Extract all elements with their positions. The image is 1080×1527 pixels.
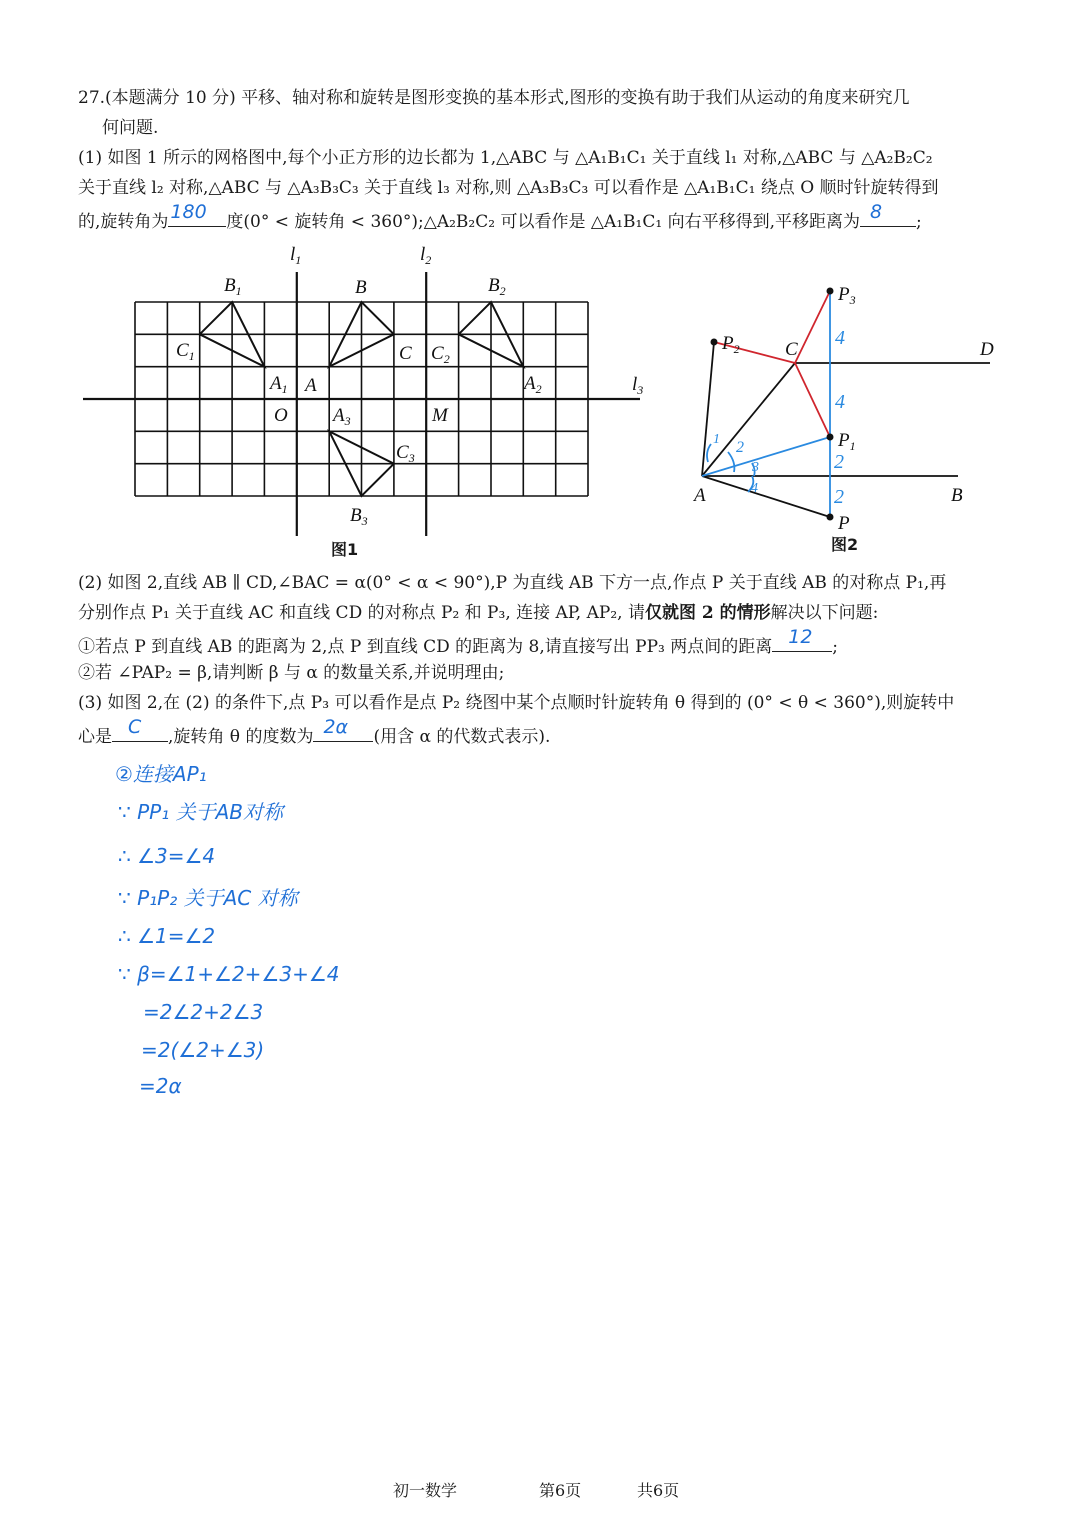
svg-text:C1: $C_1$ <box>176 340 195 363</box>
part3-text: (用含 α 的代数式表示). <box>373 727 551 747</box>
part3-text: 心是 <box>78 727 112 747</box>
solution-line: ∴ ∠3=∠4 <box>118 844 216 868</box>
svg-text:3: 3 <box>752 460 759 475</box>
solution-line: =2α <box>139 1074 182 1098</box>
handwritten-answer: 8 <box>869 201 883 223</box>
handwritten-answer: 180 <box>170 201 207 223</box>
figure1-caption: 图1 <box>331 540 359 559</box>
part1-text: △ABC 与 △A₁B₁C₁ 关于直线 l₁ 对称,△ABC 与 △A₂B₂C₂ <box>496 148 933 168</box>
line-ac <box>702 363 795 476</box>
svg-text:B1: $B_1$ <box>224 275 242 298</box>
svg-text:2: 2 <box>736 439 744 456</box>
handwritten-answer: 2α <box>323 716 349 738</box>
svg-text:4: 4 <box>835 391 845 413</box>
svg-text:A1: $A_1$ <box>270 373 288 396</box>
svg-text:B: B <box>951 485 963 506</box>
solution-line: =2∠2+2∠3 <box>143 1000 264 1024</box>
question-intro-line2: 何问题. <box>102 118 159 138</box>
segment-ap <box>702 476 830 517</box>
solution-line: ∵ β=∠1+∠2+∠3+∠4 <box>118 962 340 986</box>
geometry-diagram <box>0 0 1080 560</box>
svg-text:l2: $l_2$ <box>420 244 432 267</box>
footer-page: 第6页 <box>539 1481 582 1500</box>
svg-text:M: M <box>432 405 448 426</box>
part2-q1 <box>78 626 838 659</box>
svg-text:4: 4 <box>751 481 758 496</box>
svg-text:C2: $C_2$ <box>431 343 450 366</box>
svg-text:A: A <box>694 485 706 506</box>
footer-total: 共6页 <box>637 1481 680 1500</box>
part2-line1: (2) 如图 2,直线 AB ∥ CD,∠BAC = α(0° < α < 90°),P 为直线 AB 下方一点,作点 P 关于直线 AB 的对称点 P₁,再 <box>78 573 947 593</box>
svg-text:D: D <box>980 339 994 360</box>
part2-q2: ②若 ∠PAP₂ = β,请判断 β 与 α 的数量关系,并说明理由; <box>78 663 505 683</box>
part2-line2 <box>78 601 878 625</box>
question-number: 27. <box>78 88 106 108</box>
svg-text:1: 1 <box>713 432 720 447</box>
svg-text:P2: $P_2$ <box>722 333 740 356</box>
svg-text:2: 2 <box>834 486 844 508</box>
part3-line2 <box>78 716 551 749</box>
svg-text:l1: $l_1$ <box>290 244 302 267</box>
footer-subject: 初一数学 <box>393 1481 458 1500</box>
svg-text:l3: $l_3$ <box>632 374 644 397</box>
svg-text:B3: $B_3$ <box>350 505 368 528</box>
solution-line: ∴ ∠1=∠2 <box>118 924 216 948</box>
segment-ap2 <box>702 342 714 476</box>
part1-text: 度(0° < 旋转角 < 360°);△A₂B₂C₂ 可以看作是 △A₁B₁C₁ 向右平移得到,平移距离为 <box>226 212 860 232</box>
question-intro-text: (本题满分 10 分) 平移、轴对称和旋转是图形变换的基本形式,图形的变换有助于我们从运动的角度来研究几 <box>105 88 910 108</box>
solution-line: ②连接AP₁ <box>115 762 207 786</box>
answer-blank-rotation-center[interactable] <box>112 716 168 742</box>
svg-text:C: C <box>785 339 798 360</box>
svg-text:B2: $B_2$ <box>488 275 506 298</box>
svg-text:P1: $P_1$ <box>838 430 856 453</box>
part1-text: ; <box>915 212 922 232</box>
part2-text: 解决以下问题: <box>770 603 879 623</box>
solution-line: ∵ PP₁ 关于AB对称 <box>118 800 283 824</box>
handwritten-answer: 12 <box>788 626 813 648</box>
answer-blank-rotation-theta[interactable] <box>313 716 373 742</box>
solution-line: ∵ P₁P₂ 关于AC 对称 <box>118 886 298 910</box>
figure2-caption: 图2 <box>831 535 859 554</box>
svg-text:P3: $P_3$ <box>838 284 856 307</box>
part2-emphasis: 仅就图 2 的情形 <box>644 603 771 623</box>
answer-blank-pp3[interactable] <box>772 626 832 652</box>
svg-text:4: 4 <box>835 327 845 349</box>
part2-text: 分别作点 P₁ 关于直线 AC 和直线 CD 的对称点 P₂ 和 P₃, 连接 AP, AP₂, 请 <box>78 603 645 623</box>
q1-text: ①若点 P 到直线 AB 的距离为 2,点 P 到直线 CD 的距离为 8,请直接写出 PP₃ 两点间的距离 <box>78 637 773 657</box>
svg-text:P: P <box>838 513 850 534</box>
q1-text: ; <box>832 637 838 657</box>
svg-text:2: 2 <box>834 451 844 473</box>
part3-text: ,旋转角 θ 的度数为 <box>168 727 314 747</box>
blue-segments <box>702 291 830 517</box>
part1-line2: 关于直线 l₂ 对称,△ABC 与 △A₃B₃C₃ 关于直线 l₃ 对称,则 △A₃B₃C₃ 可以看作是 △A₁B₁C₁ 绕点 O 顺时针旋转得到 <box>78 178 939 198</box>
svg-text:B: B <box>355 277 367 298</box>
svg-text:O: O <box>274 405 288 426</box>
svg-text:C3: $C_3$ <box>396 442 415 465</box>
part1-text: 的,旋转角为 <box>78 212 169 232</box>
svg-text:A2: $A_2$ <box>524 373 542 396</box>
svg-text:A3: $A_3$ <box>333 405 351 428</box>
part3-line1: (3) 如图 2,在 (2) 的条件下,点 P₃ 可以看作是点 P₂ 绕图中某个点顺时针旋转角 θ 得到的 (0° < θ < 360°),则旋转中 <box>78 693 955 713</box>
svg-text:C: C <box>399 343 412 364</box>
red-segments <box>714 291 830 437</box>
solution-line: =2(∠2+∠3) <box>141 1038 265 1062</box>
handwritten-answer: C <box>128 716 142 738</box>
svg-text:A: A <box>305 375 317 396</box>
part1-text: (1) 如图 1 所示的网格图中,每个小正方形的边长都为 1, <box>78 148 497 168</box>
